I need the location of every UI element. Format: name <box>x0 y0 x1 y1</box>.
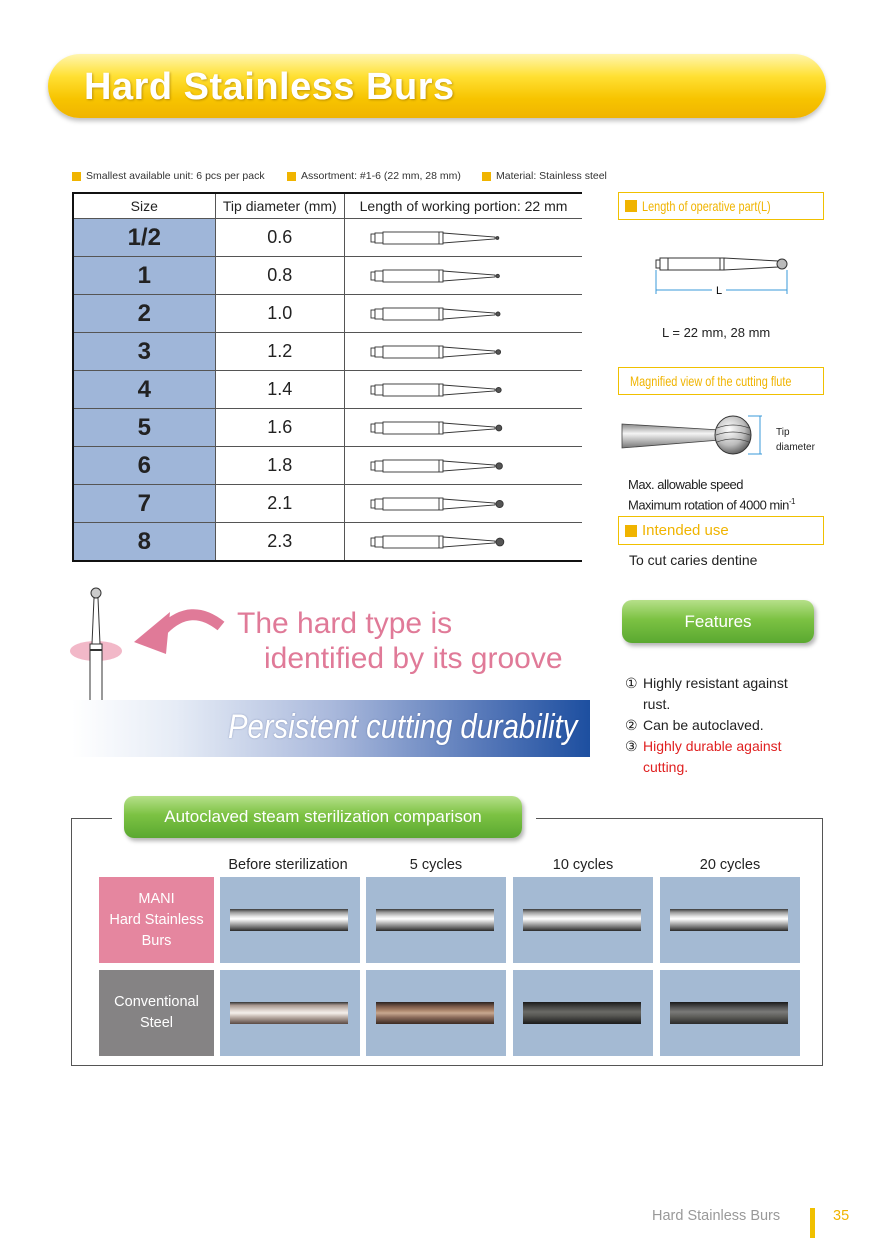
features-pill: Features <box>622 600 814 643</box>
bur-length-diagram <box>650 250 795 298</box>
feature-item-2: ② Can be autoclaved. <box>625 717 764 733</box>
column-header-20: 20 cycles <box>699 857 761 873</box>
shaft-icon <box>622 424 720 448</box>
size-cell: 1 <box>73 257 215 295</box>
curved-arrow-icon <box>164 615 221 629</box>
square-bullet-icon <box>482 172 491 181</box>
tip-diameter-cell: 0.6 <box>215 219 345 257</box>
tip-diameter-cell: 2.1 <box>215 485 345 523</box>
feature-item-3: ③ Highly durable against cutting. <box>625 738 782 775</box>
groove-caption: The hard type is identified by its groove <box>237 607 563 675</box>
photo-mani-before <box>220 877 360 963</box>
table-header-row <box>73 193 582 219</box>
info-material: Material: Stainless steel <box>482 170 607 182</box>
flute-box-label: Magnified view of the cutting flute <box>618 367 824 395</box>
intended-use-label: Intended use <box>618 516 824 545</box>
length-value: L = 22 mm, 28 mm <box>662 325 771 340</box>
bur-icon <box>369 456 509 476</box>
table-row <box>73 447 582 485</box>
table-row <box>73 257 582 295</box>
table-row <box>73 333 582 371</box>
bur-icon <box>369 266 509 286</box>
dim-label: L <box>715 285 723 297</box>
footer-label: Hard Stainless Burs <box>652 1208 781 1224</box>
photo-mani-20 <box>660 877 800 963</box>
photo-conventional-10 <box>513 970 653 1056</box>
bur-icon <box>369 494 509 514</box>
row-label-conventional: Conventional Steel <box>99 970 214 1056</box>
column-header-before: Before sterilization <box>228 857 348 873</box>
bur-drawing-icon <box>656 258 787 270</box>
tip-diameter-cell: 1.0 <box>215 295 345 333</box>
size-cell: 8 <box>73 523 215 562</box>
footer-divider <box>810 1208 815 1238</box>
row-label-mani: MANI Hard Stainless Burs <box>99 877 214 963</box>
page-title: Hard Stainless Burs <box>84 66 455 108</box>
bur-drawing-cell <box>345 257 582 295</box>
table-row <box>73 219 582 257</box>
table-row <box>73 295 582 333</box>
bur-drawing-cell <box>345 371 582 409</box>
tip-diameter-cell: 1.2 <box>215 333 345 371</box>
vertical-bur-icon <box>90 588 102 718</box>
bur-icon <box>369 304 509 324</box>
size-table <box>72 192 582 562</box>
bur-drawing-cell <box>345 485 582 523</box>
column-header-10: 10 cycles <box>552 857 614 873</box>
page-number: 35 <box>833 1208 850 1224</box>
bur-drawing-cell <box>345 333 582 371</box>
photo-conventional-20 <box>660 970 800 1056</box>
info-assortment: Assortment: #1-6 (22 mm, 28 mm) <box>287 170 461 182</box>
header-tip: Tip diameter (mm) <box>215 193 345 219</box>
square-bullet-icon <box>72 172 81 181</box>
size-cell: 5 <box>73 409 215 447</box>
tip-diameter-cell: 1.4 <box>215 371 345 409</box>
bur-drawing-cell <box>345 219 582 257</box>
header-size: Size <box>73 193 215 219</box>
feature-item-1: ① Highly resistant against rust. <box>625 675 788 712</box>
cutting-flute-diagram <box>620 408 780 458</box>
bur-drawing-cell <box>345 295 582 333</box>
table-row <box>73 485 582 523</box>
tip-diameter-cell: 1.6 <box>215 409 345 447</box>
size-cell: 1/2 <box>73 219 215 257</box>
info-unit: Smallest available unit: 6 pcs per pack <box>72 170 265 182</box>
size-cell: 4 <box>73 371 215 409</box>
photo-mani-5 <box>366 877 506 963</box>
bur-icon <box>369 228 509 248</box>
tip-diameter-label: Tip diameter <box>776 427 815 453</box>
bur-drawing-cell <box>345 447 582 485</box>
bur-icon <box>369 418 509 438</box>
size-cell: 7 <box>73 485 215 523</box>
square-bullet-icon <box>625 200 637 212</box>
photo-conventional-5 <box>366 970 506 1056</box>
header-length: Length of working portion: 22 mm <box>345 193 582 219</box>
bur-icon <box>369 342 509 362</box>
bur-icon <box>369 380 509 400</box>
tip-diameter-cell: 1.8 <box>215 447 345 485</box>
size-cell: 3 <box>73 333 215 371</box>
table-row <box>73 409 582 447</box>
durability-text: Persistent cutting durability <box>228 708 578 746</box>
table-row <box>73 371 582 409</box>
photo-mani-10 <box>513 877 653 963</box>
square-bullet-icon <box>625 525 637 537</box>
size-cell: 6 <box>73 447 215 485</box>
bur-icon <box>369 532 509 552</box>
square-bullet-icon <box>287 172 296 181</box>
column-header-5: 5 cycles <box>409 857 463 873</box>
length-box-label: Length of operative part(L) <box>618 192 824 220</box>
bur-drawing-cell <box>345 523 582 562</box>
table-row <box>73 523 582 562</box>
intended-use-text: To cut caries dentine <box>629 552 758 568</box>
speed-info: Max. allowable speed Maximum rotation of 4000 $\min^{-1}$ <box>628 477 795 513</box>
photo-conventional-before <box>220 970 360 1056</box>
size-cell: 2 <box>73 295 215 333</box>
tip-diameter-cell: 0.8 <box>215 257 345 295</box>
tip-diameter-cell: 2.3 <box>215 523 345 562</box>
round-bur-head-icon <box>715 416 751 454</box>
comparison-title-pill: Autoclaved steam sterilization comparison <box>124 796 522 838</box>
features-list <box>625 673 825 778</box>
bur-drawing-cell <box>345 409 582 447</box>
